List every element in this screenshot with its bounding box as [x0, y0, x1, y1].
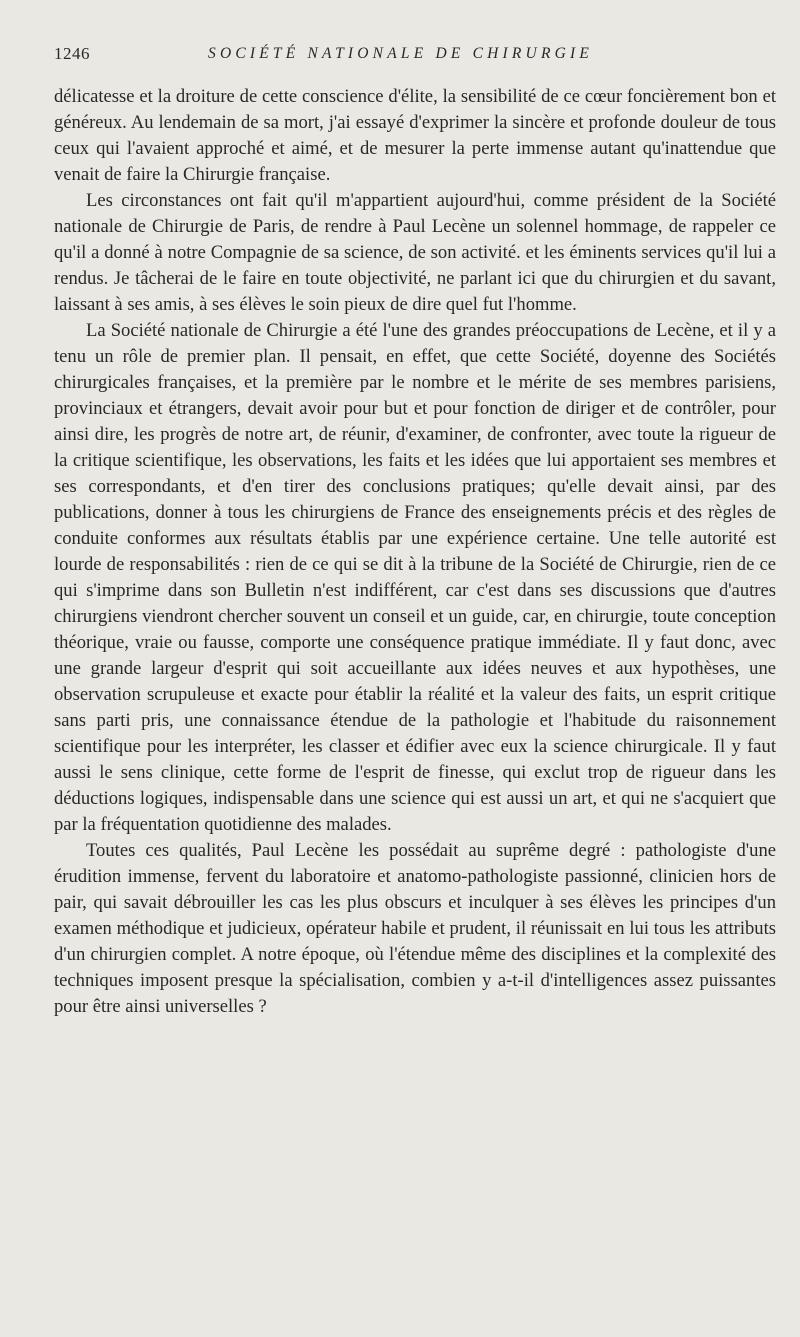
paragraph-2: Les circonstances ont fait qu'il m'appartient aujourd'hui, comme président de la Société nationale de Chirurgie de Paris, de rendre à Paul Lecène un solennel hommage, de rappeler ce qu'il a donné à notre Compagnie de sa science, de son activité. et les éminents services qu'il lui a rendus. Je tâcherai de le faire en toute objectivité, ne parlant ici que du chirurgien et du savant, laissant à ses amis, à ses élèves le soin pieux de dire quel fut l'homme.	[54, 190, 776, 315]
paragraph-4: Toutes ces qualités, Paul Lecène les possédait au suprême degré : pathologiste d'une érudition immense, fervent du laboratoire et anatomo-pathologiste passionné, clinicien hors de pair, qui savait débrouiller les cas les plus obscurs et inculquer à ses élèves les principes d'un examen méthodique et judicieux, opérateur habile et prudent, il réunissait en lui tous les attributs d'un chirurgien complet. A notre époque, où l'étendue même des disciplines et la complexité des techniques imposent presque la spécialisation, combien y a-t-il d'intelligences assez puissantes pour être ainsi universelles ?	[54, 840, 776, 1017]
page-number: 1246	[54, 44, 90, 63]
body-text	[54, 84, 776, 1020]
paragraph-1: délicatesse et la droiture de cette conscience d'élite, la sensibilité de ce cœur foncièrement bon et généreux. Au lendemain de sa mort, j'ai essayé d'exprimer la sincère et profonde douleur de tous ceux qui l'avaient approché et aimé, et de mesurer la perte immense autant qu'inattendue que venait de faire la Chirurgie française.	[54, 86, 776, 185]
page-header	[54, 44, 754, 68]
running-title: SOCIÉTÉ NATIONALE DE CHIRURGIE	[208, 45, 594, 62]
paragraph-3: La Société nationale de Chirurgie a été l'une des grandes préoccupations de Lecène, et il y a tenu un rôle de premier plan. Il pensait, en effet, que cette Société, doyenne des Sociétés chirurgicales françaises, et la première par le nombre et le mérite de ses membres parisiens, provinciaux et étrangers, devait avoir pour but et pour fonction de diriger et de contrôler, pour ainsi dire, les progrès de notre art, de réunir, d'examiner, de confronter, avec toute la rigueur de la critique scientifique, les observations, les faits et les idées que lui apportaient ses membres et ses correspondants, et d'en tirer des conclusions pratiques; qu'elle devait ainsi, par des publications, donner à tous les chirurgiens de France des enseignements précis et des règles de conduite conformes aux résultats établis par une expérience certaine. Une telle autorité est lourde de responsabilités : rien de ce qui se dit à la tribune de la Société de Chirurgie, rien de ce qui s'imprime dans son Bulletin n'est indifférent, car c'est dans ses discussions que d'autres chirurgiens viendront chercher souvent un conseil et un guide, car, en chirurgie, toute conception théorique, vraie ou fausse, comporte une conséquence pratique immédiate. Il y faut donc, avec une grande largeur d'esprit qui soit accueillante aux idées neuves et aux hypothèses, une observation scrupuleuse et exacte pour établir la réalité et la valeur des faits, un esprit critique sans parti pris, une connaissance étendue de la pathologie et l'habitude du raisonnement scientifique pour les interpréter, les classer et édifier avec eux la science chirurgicale. Il y faut aussi le sens clinique, cette forme de l'esprit de finesse, qui exclut trop de rigueur dans les déductions logiques, indispensable dans une science qui est aussi un art, et qui ne s'acquiert que par la fréquentation quotidienne des malades.	[54, 320, 776, 835]
